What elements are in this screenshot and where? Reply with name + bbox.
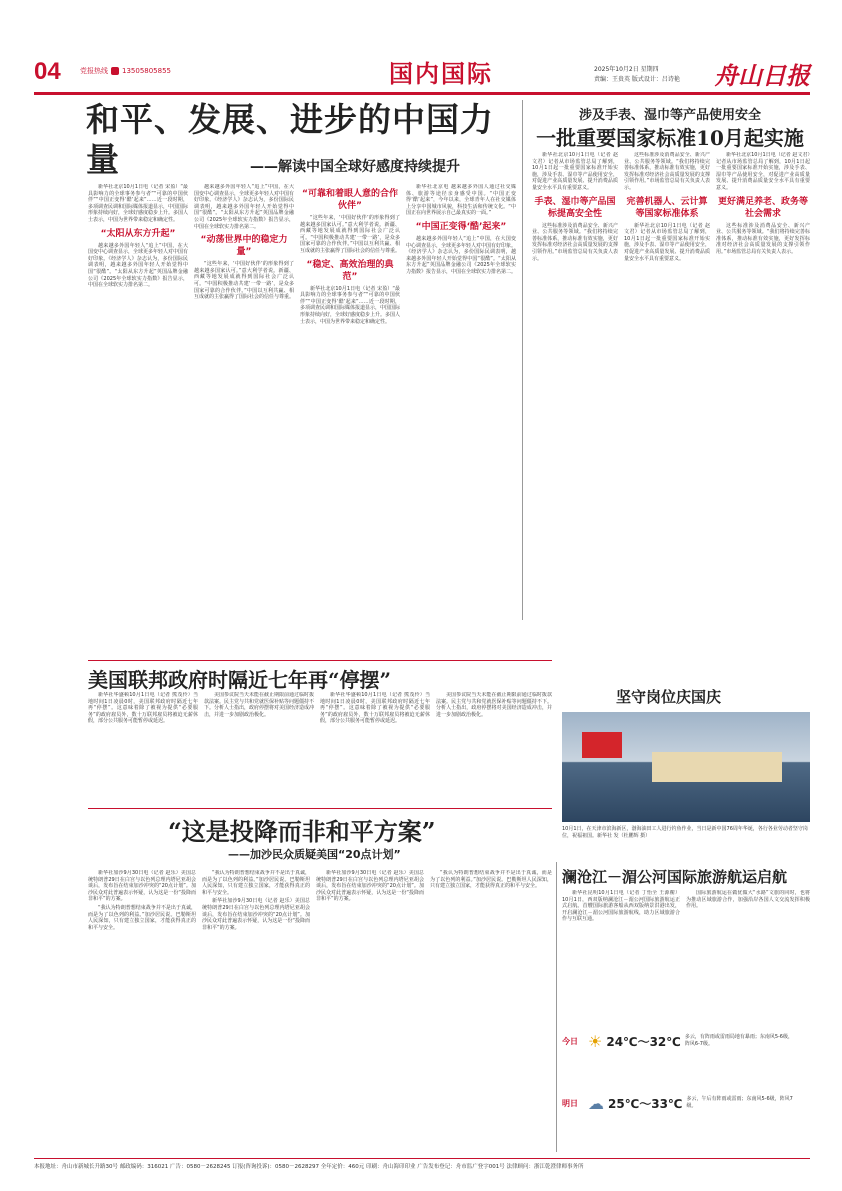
article4-col2 bbox=[202, 870, 310, 1150]
mid-rule bbox=[88, 660, 552, 661]
article3-col2-text: 美国参议院当天未能在截止期限前通过临时拨款法案。民主党与共和党就医保补贴等问题僵持不下。分析人士指出，政府停摆将对美国经济造成冲击，并进一步加剧政治极化。 bbox=[204, 692, 314, 718]
staff-line: 责编：王贵英 版式设计：吕诗艳 bbox=[594, 76, 680, 83]
article1-col2-text: 越来越多外国年轻人“追上”中国，在大国变中心调查显示，全球更多年轻人对中国有好印象。《经济学人》杂志认为，多份国际民调表明，越来越多外国年轻人开始觉得中国“很酷”。“太阳从东方升起”英国品牌金融公司《2025年全球软实力指数》报告显示，中国在全球软实力排名第二。 bbox=[194, 184, 294, 230]
article1-col1 bbox=[88, 184, 188, 616]
article2-headline: 涉及手表、湿巾等产品使用安全 bbox=[578, 108, 761, 123]
article5-col2 bbox=[686, 890, 810, 1010]
article2-col3-more: 这些标准涉及消费品安全、新兴产业、公共服务等领域。“我们将持续完善标准体系，推动标准有效实施，更好发挥标准对经济社会高质量发展的支撑引领作用。”市场监管总局有关负责人表示。 bbox=[716, 222, 810, 255]
article4-col2-text: “我认为特朗普想结束战争并不是出于真诚，而是为了以色列的利益。”加沙居民说。巴勒斯坦人民深知，只有建立独立国家，才能获得真正的和平与安全。 bbox=[202, 870, 310, 896]
article4-col3-text: 新华社加沙9月30日电（记者 赵乐）美国总统特朗普29日在白宫与以色列总理内塔尼亚胡会谈后，发布旨在结束加沙冲突的“20点计划”。加沙民众对此普遍表示怀疑，认为这是一份“投降而非和平”的方案。 bbox=[316, 870, 424, 903]
article2-col2 bbox=[624, 152, 710, 612]
article4-col1-text: 新华社加沙9月30日电（记者 赵乐）美国总统特朗普29日在白宫与以色列总理内塔尼亚胡会谈后，发布旨在结束加沙冲突的“20点计划”。加沙民众对此普遍表示怀疑，认为这是一份“投降而非和平”的方案。 bbox=[88, 870, 196, 903]
article1-sub5: “中国正变得‘酷’起来” bbox=[415, 221, 507, 232]
article2-col1-text: 新华社北京10月1日电（记者 赵文君）记者从市场监管总局了解到，10月1日起一批重要国家标准开始实施，涉及手表、湿巾等产品使用安全，对促进产业高质量发展、提升消费品质量安全水平具有重要意义。 bbox=[532, 152, 618, 191]
header-rule bbox=[34, 92, 810, 95]
page-header bbox=[34, 52, 810, 90]
footer-text: 本报地址：舟山市新城长升路30号 邮政编码：316021 广告：0580－2628245 订报(咨询投诉)：0580－2628297 全年定价：460元 印刷：舟山海印印业 广告发布登记：舟市监广登字001号 法律顾问：浙江乾澄律师事务所 bbox=[34, 1164, 584, 1170]
article2-col3 bbox=[716, 152, 810, 612]
article1-sub4: “稳定、高效治理的典范” bbox=[306, 259, 394, 282]
photo bbox=[562, 712, 810, 822]
rain-cloud-icon: ☁ bbox=[588, 1093, 604, 1113]
article4-subheadline: ——加沙民众质疑美国“20点计划” bbox=[228, 848, 401, 861]
article4-col1 bbox=[88, 870, 196, 1150]
article1-col3 bbox=[300, 184, 400, 616]
article3-col4-text: 美国参议院当天未能在截止期限前通过临时拨款法案。民主党与共和党就医保补贴等问题僵持不下。分析人士指出，政府停摆将对美国经济造成冲击，并进一步加剧政治极化。 bbox=[436, 692, 552, 718]
page-number: 04 bbox=[34, 58, 61, 85]
article2-col2-more: 新华社北京10月1日电（记者 赵文君）记者从市场监管总局了解到，10月1日起一批重要国家标准开始实施，涉及手表、湿巾等产品使用安全，对促进产业高质量发展、提升消费品质量安全水平具有重要意义。 bbox=[624, 222, 710, 262]
article4-headline: “这是投降而非和平方案” bbox=[168, 817, 436, 846]
article5-col2-text: 国际旅游航运在做优做大“水路”文旅的同时，也将为推动区域旅游合作，加强沿岸各国人文交流发挥积极作用。 bbox=[686, 890, 810, 910]
hotline-bar bbox=[80, 66, 171, 76]
weather-tomorrow-temp: 25℃～33℃ bbox=[608, 1096, 683, 1111]
article2-headline2: 一批重要国家标准10月起实施 bbox=[536, 126, 804, 150]
article1-sub3: “可靠和着眼人意的合作伙伴” bbox=[302, 189, 398, 211]
article4-col2-more: 新华社加沙9月30日电（记者 赵乐）美国总统特朗普29日在白宫与以色列总理内塔尼亚胡会谈后，发布旨在结束加沙冲突的“20点计划”。加沙民众对此普遍表示怀疑，认为这是一份“投降而非和平”的方案。 bbox=[202, 898, 310, 931]
article1-col4-text: 新华社北京电 越来越多外国人通过社交媒体、旅游等途径亲身感受中国。“中国正变得‘酷’起来”，今年以来，全球青年人在社交媒体上分享中国城市风貌，科技生活和传统文化。“中国正在向世界展示自己最真实的一面。” bbox=[406, 184, 516, 217]
weather-box bbox=[562, 1012, 810, 1142]
phone-icon bbox=[111, 67, 119, 75]
article3-col3-text: 新华社华盛顿10月1日电（记者 熊茂伶）当地时间1日凌晨0时，美国联邦政府时隔近七年再“停摆”。这意味着除了被视为提供“必要服务”的政府雇员外，数十万联邦雇员将被迫无薪休假，部分公共服务可能暂停或延迟。 bbox=[320, 692, 430, 725]
weather-today-desc: 多云，有阵雨或雷雨局地有暴雨；东南风5-6级，阵风6-7级。 bbox=[684, 1034, 793, 1047]
article5-headline: 澜沧江－湄公河国际旅游航运启航 bbox=[562, 868, 788, 886]
article4-col3 bbox=[316, 870, 424, 1150]
article2-sub3: 更好满足养老、政务等社会需求 bbox=[717, 196, 808, 219]
article1-col3-text: “这些年来，‘中国好伙伴’的形象得到了越来越多国家认可。”意大利学者说。新疆、西藏等地发展成就得到国际社会广泛认可。“中国积极推动共建‘一带一路’，是众多国家可靠的合作伙伴。”中国以互利共赢、相互成就的主张赢得了国际社会的信任与尊重。 bbox=[300, 215, 400, 254]
footer-rule bbox=[34, 1158, 810, 1159]
article5-col1-text: 新华社昆明10月1日电（记者 丁怡全 王源蘅）10月1日，西双版纳澜沧江－湄公河国际旅游航运正式启航。首艘国际旅游客船从西双版纳景洪港出发，开启澜沧江－湄公河国际旅游航线，助力区域旅游合作与互联互通。 bbox=[562, 890, 680, 923]
article2-col2-text: 这些标准涉及消费品安全、新兴产业、公共服务等领域。“我们将持续完善标准体系，推动标准有效实施，更好发挥标准对经济社会高质量发展的支撑引领作用。”市场监管总局有关负责人表示。 bbox=[624, 152, 710, 191]
hotline-number: 13505805855 bbox=[122, 67, 171, 75]
article1-col1-repeat: 越来越多外国年轻人“追上”中国，在大国变中心调查显示，全球更多年轻人对中国有好印象。《经济学人》杂志认为，多份国际民调表明，越来越多外国年轻人开始觉得中国“很酷”。“太阳从东方升起”英国品牌金融公司《2025年全球软实力指数》报告显示，中国在全球软实力排名第二。 bbox=[88, 242, 188, 289]
article3-col2 bbox=[204, 692, 314, 794]
article3-col1-text: 新华社华盛顿10月1日电（记者 熊茂伶）当地时间1日凌晨0时，美国联邦政府时隔近七年再“停摆”。这意味着除了被视为提供“必要服务”的政府雇员外，数十万联邦雇员将被迫无薪休假，部分公共服务可能暂停或延迟。 bbox=[88, 692, 198, 725]
article1-sub2: “动荡世界中的稳定力量” bbox=[200, 235, 288, 258]
vertical-divider bbox=[522, 100, 523, 620]
article3-col3 bbox=[320, 692, 430, 794]
article1-subheadline: ——解读中国全球好感度持续提升 bbox=[250, 159, 460, 175]
article1-col2 bbox=[194, 184, 294, 616]
article3-col1 bbox=[88, 692, 198, 794]
weather-today bbox=[562, 1012, 810, 1070]
article2-sub1: 手表、湿巾等产品国标提高安全性 bbox=[534, 196, 616, 219]
weather-tomorrow bbox=[562, 1074, 810, 1132]
article3-headline: 美国联邦政府时隔近七年再“停摆” bbox=[88, 668, 392, 692]
date-line: 2025年10月2日 星期四 bbox=[594, 66, 659, 73]
lower-rule bbox=[88, 808, 552, 809]
masthead-logo: 舟山日报 bbox=[714, 61, 810, 90]
article4-col4 bbox=[430, 870, 552, 1150]
editor-label: 党报热线 bbox=[80, 67, 108, 75]
article1-col3-more: 新华社北京10月1日电（记者 宋盈）“最具影响力的全球事务参与者”“可靠的中国伙伴”“中国正变得‘酷’起来”……近一段时期，多项调查民调和国际媒体报道显示，中国国际形象持续向好，全球好感度稳步上升。多国人士表示，中国为世界带来稳定和确定性。 bbox=[300, 285, 400, 325]
flag-icon bbox=[582, 732, 622, 758]
weather-tomorrow-label: 明日 bbox=[562, 1098, 578, 1108]
article1-col4 bbox=[406, 184, 516, 616]
section-title: 国内国际 bbox=[389, 59, 493, 88]
article4-col1-more: “我认为特朗普想结束战争并不是出于真诚，而是为了以色列的利益。”加沙居民说。巴勒斯坦人民深知，只有建立独立国家，才能获得真正的和平与安全。 bbox=[88, 904, 196, 931]
sun-cloud-icon: ☀ bbox=[588, 1031, 603, 1051]
article1-col2-more: “这些年来，‘中国好伙伴’的形象得到了越来越多国家认可。”意大利学者说。新疆、西藏等地发展成就得到国际社会广泛认可。“中国积极推动共建‘一带一路’，是众多国家可靠的合作伙伴。”中国以互利共赢、相互成就的主张赢得了国际社会的信任与尊重。 bbox=[194, 261, 294, 301]
article1-col4-more: 越来越多外国年轻人“追上”中国，在大国变中心调查显示，全球更多年轻人对中国有好印象。《经济学人》杂志认为，多份国际民调表明，越来越多外国年轻人开始觉得中国“很酷”。“太阳从东方升起”英国品牌金融公司《2025年全球软实力指数》报告显示，中国在全球软实力排名第二。 bbox=[406, 235, 516, 275]
article2-col3-text: 新华社北京10月1日电（记者 赵文君）记者从市场监管总局了解到，10月1日起一批重要国家标准开始实施，涉及手表、湿巾等产品使用安全，对促进产业高质量发展、提升消费品质量安全水平具有重要意义。 bbox=[716, 152, 810, 191]
article5-col1 bbox=[562, 890, 680, 1010]
article1-sub1: “太阳从东方升起” bbox=[100, 228, 176, 239]
article3-col4 bbox=[436, 692, 552, 794]
article2-sub2: 完善机器人、云计算等国家标准体系 bbox=[626, 196, 708, 219]
article2-col1-more: 这些标准涉及消费品安全、新兴产业、公共服务等领域。“我们将持续完善标准体系，推动标准有效实施，更好发挥标准对经济社会高质量发展的支撑引领作用。”市场监管总局有关负责人表示。 bbox=[532, 222, 618, 262]
photo-caption: 10月1日，在天津市滨海新区，渤海油田工人进行钓鱼作业，当日是新中国76周年华诞，各行各业劳动者坚守岗位，祝福祖国。新华社 发（杜鹏辉 摄） bbox=[562, 826, 808, 839]
article1-col1-text: 新华社北京10月1日电（记者 宋盈）“最具影响力的全球事务参与者”“可靠的中国伙伴”“中国正变得‘酷’起来”……近一段时期，多项调查民调和国际媒体报道显示，中国国际形象持续向好，全球好感度稳步上升。多国人士表示，中国为世界带来稳定和确定性。 bbox=[88, 184, 188, 223]
article4-col4-text: “我认为特朗普想结束战争并不是出于真诚，而是为了以色列的利益。”加沙居民说。巴勒斯坦人民深知，只有建立独立国家，才能获得真正的和平与安全。 bbox=[430, 870, 552, 890]
article1-headline: 和平、发展、进步的中国力量 bbox=[86, 100, 494, 179]
article2-col1 bbox=[532, 152, 618, 612]
weather-tomorrow-desc: 多云，午后有阵雨或雷雨；东南风5-6级，阵风7级。 bbox=[686, 1096, 793, 1109]
weather-today-label: 今日 bbox=[562, 1036, 578, 1046]
platform-shape bbox=[652, 752, 782, 782]
lower-vertical-divider bbox=[556, 862, 557, 1152]
weather-today-temp: 24℃～32℃ bbox=[606, 1034, 681, 1049]
photo-title: 坚守岗位庆国庆 bbox=[616, 688, 722, 706]
